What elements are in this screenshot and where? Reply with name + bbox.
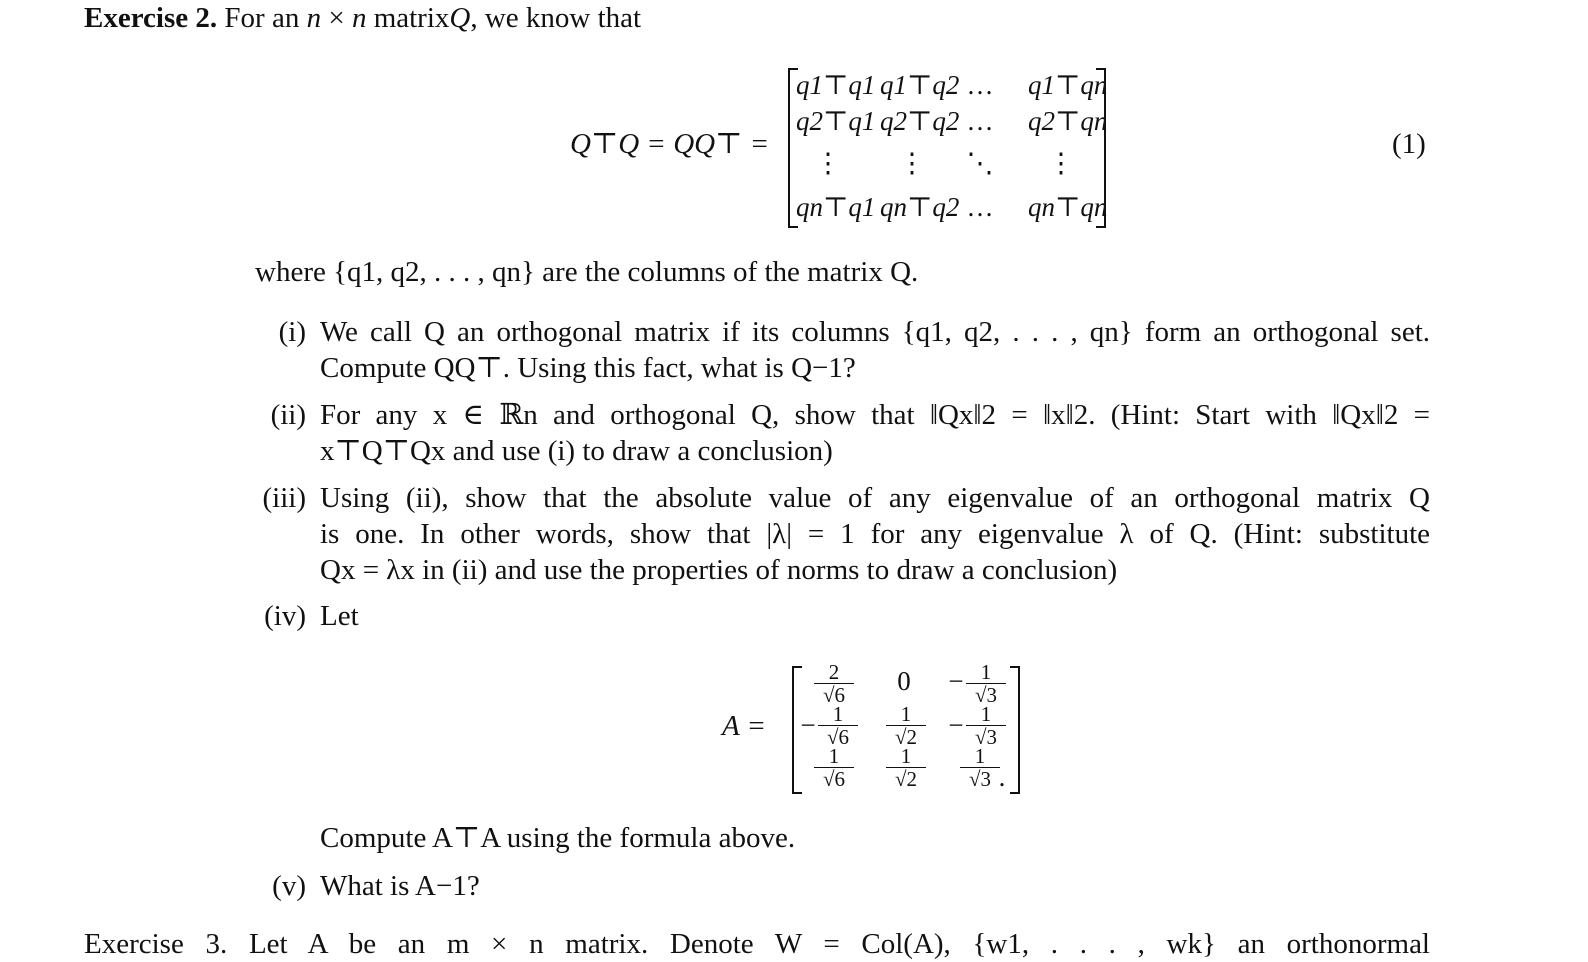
A-2-1-den: √6 [826, 725, 850, 749]
A-2-3-num: 1 [980, 702, 992, 726]
item-v-line1: What is A−1? [320, 870, 480, 902]
item-v-label: (v) [272, 870, 306, 902]
exercise-title: Exercise 2. [84, 2, 218, 34]
intro-mid: matrix [373, 2, 450, 34]
item-ii-line2: x⊤Q⊤Qx and use (i) to draw a conclusion) [320, 435, 833, 467]
A-1-2: 0 [897, 666, 911, 696]
eq1-cell-4-1: qn⊤q1 [796, 192, 876, 222]
A-2-2-num: 1 [900, 702, 912, 726]
eq1-cell-3-2: ⋮ [898, 148, 926, 178]
eq1-cell-1-4: q1⊤qn [1028, 70, 1108, 100]
A-1-3-sign: − [948, 666, 964, 696]
item-ii-line1: For any x ∈ ℝn and orthogonal Q, show that ‖Qx‖2 = ‖x‖2. (Hint: Start with ‖Qx‖2 = [320, 399, 1430, 431]
A-2-1-num: 1 [832, 702, 844, 726]
item-i-label: (i) [278, 316, 306, 348]
item-iv-line1: Let [320, 600, 359, 632]
item-iv-label: (iv) [264, 600, 306, 632]
intro-text-pre: For an [224, 2, 300, 34]
eq1-cell-3-1: ⋮ [814, 148, 842, 178]
equation1-lhs: Q⊤Q = QQ⊤ = [570, 128, 770, 160]
item-ii-label: (ii) [270, 399, 306, 431]
A-3-2-num: 1 [900, 744, 912, 768]
A-1-1-num: 2 [828, 660, 840, 684]
eq1-cell-3-4: ⋮ [1047, 148, 1075, 178]
A-3-2-den: √2 [894, 767, 918, 791]
footer-partial-line: Exercise 3. Let A be an m × n matrix. Denote W = Col(A), {w1, . . . , wk} an orthonormal [84, 928, 1430, 960]
exercise-heading-line [84, 0, 641, 36]
A-3-1-num: 1 [828, 744, 840, 768]
where-line: where {q1, q2, . . . , qn} are the columns of the matrix Q. [255, 256, 919, 288]
A-2-3 [966, 704, 1006, 747]
A-2-1-sign: − [800, 710, 816, 740]
eq1-cell-1-3: … [966, 70, 994, 100]
A-1-3 [966, 662, 1006, 705]
eq1-cell-4-2: qn⊤q2 [880, 192, 960, 222]
item-i-line2: Compute QQ⊤. Using this fact, what is Q−1? [320, 352, 856, 384]
eq1-cell-3-3: ⋱ [966, 148, 994, 178]
eq1-cell-2-1: q2⊤q1 [796, 106, 876, 136]
item-i-line1: We call Q an orthogonal matrix if its columns {q1, q2, . . . , qn} form an orthogonal set. [320, 316, 1430, 348]
eq1-cell-1-1: q1⊤q1 [796, 70, 876, 100]
eq1-cell-2-3: … [966, 106, 994, 136]
matrixA-lhs: A = [722, 710, 767, 742]
intro-post: , we know that [470, 2, 642, 34]
eq1-cell-2-4: q2⊤qn [1028, 106, 1108, 136]
A-1-3-den: √3 [974, 683, 998, 707]
intro-Q: Q [449, 2, 471, 34]
A-3-2 [886, 746, 926, 789]
A-1-3-num: 1 [980, 660, 992, 684]
A-2-2-den: √2 [894, 725, 918, 749]
matrixA-right-bracket [1010, 666, 1020, 794]
A-3-3-den: √3 [968, 767, 992, 791]
intro-times: × [328, 2, 345, 34]
A-1-1 [814, 662, 854, 705]
eq1-cell-1-2: q1⊤q2 [880, 70, 960, 100]
intro-n1: n [306, 2, 322, 34]
item-iii-line2: is one. In other words, show that |λ| = 1 for any eigenvalue λ of Q. (Hint: substitute [320, 518, 1430, 550]
A-3-1-den: √6 [822, 767, 846, 791]
A-2-3-den: √3 [974, 725, 998, 749]
eq1-cell-4-3: … [966, 192, 994, 222]
item-iii-line1: Using (ii), show that the absolute value of any eigenvalue of an orthogonal matrix Q [320, 482, 1430, 514]
item-iv-after: Compute A⊤A using the formula above. [320, 822, 796, 854]
A-2-1 [818, 704, 858, 747]
eq1-cell-4-4: qn⊤qn [1028, 192, 1108, 222]
equation1-number: (1) [1392, 128, 1426, 160]
matrixA-trailing-period: . [998, 762, 1006, 792]
A-1-1-den: √6 [822, 683, 846, 707]
eq1-cell-2-2: q2⊤q2 [880, 106, 960, 136]
A-3-3 [960, 746, 1000, 789]
A-3-3-num: 1 [974, 744, 986, 768]
item-iii-label: (iii) [262, 482, 306, 514]
intro-n2: n [351, 2, 367, 34]
A-2-3-sign: − [948, 710, 964, 740]
item-iii-line3: Qx = λx in (ii) and use the properties of norms to draw a conclusion) [320, 554, 1118, 586]
A-2-2 [886, 704, 926, 747]
A-3-1 [814, 746, 854, 789]
